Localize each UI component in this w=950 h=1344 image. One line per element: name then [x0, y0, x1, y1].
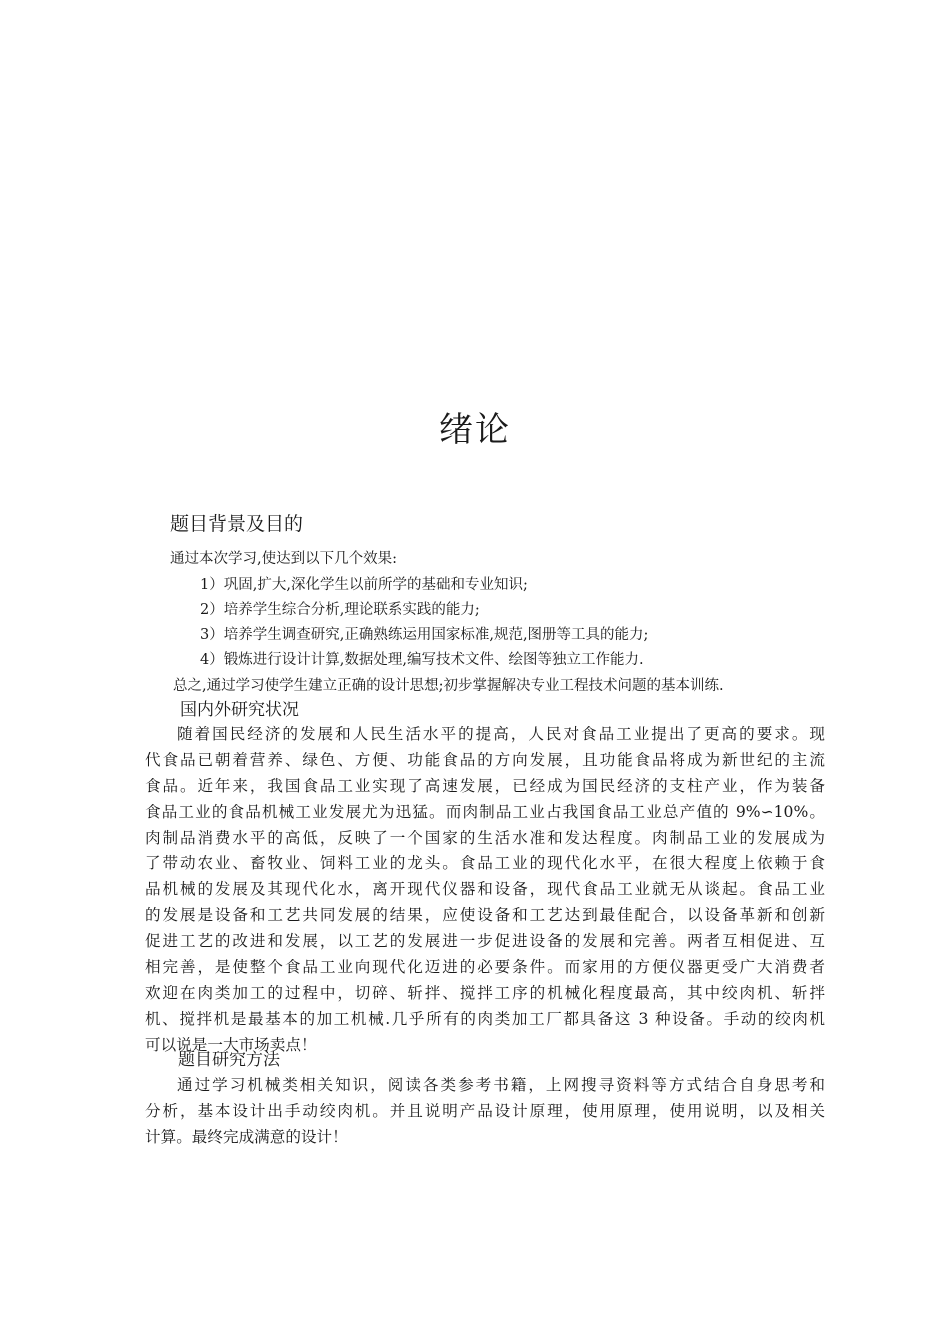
paragraph-line: 了带动农业、畜牧业、饲料工业的龙头。食品工业的现代化水平，在很大程度上依赖于食 [145, 854, 825, 873]
paragraph-line: 品机械的发展及其现代化水，离开现代仪器和设备，现代食品工业就无从谈起。食品工业 [145, 880, 825, 899]
section-heading-background: 题目背景及目的 [170, 513, 304, 535]
background-intro: 通过本次学习,使达到以下几个效果: [170, 551, 397, 567]
section-heading-research: 国内外研究状况 [180, 700, 299, 720]
list-item: 3）培养学生调查研究,正确熟练运用国家标准,规范,图册等工具的能力; [200, 627, 649, 643]
paragraph-line: 相完善，是使整个食品工业向现代化迈进的必要条件。而家用的方便仪器更受广大消费者 [145, 958, 825, 977]
list-item: 4）锻炼进行设计计算,数据处理,编写技术文件、绘图等独立工作能力. [200, 652, 644, 668]
list-item: 2）培养学生综合分析,理论联系实践的能力; [200, 602, 480, 618]
section-heading-method: 题目研究方法 [178, 1050, 280, 1070]
page-title: 绪论 [439, 410, 511, 450]
paragraph-line: 的发展是设备和工艺共同发展的结果，应使设备和工艺达到最佳配合，以设备革新和创新 [145, 906, 825, 925]
paragraph-line: 计算。最终完成满意的设计！ [145, 1127, 348, 1146]
paragraph-line: 随着国民经济的发展和人民生活水平的提高，人民对食品工业提出了更高的要求。现 [177, 725, 825, 743]
paragraph-line: 食品。近年来，我国食品工业实现了高速发展，已经成为国民经济的支柱产业，作为装备 [145, 776, 825, 795]
background-summary: 总之,通过学习使学生建立正确的设计思想;初步掌握解决专业工程技术问题的基本训练. [173, 678, 724, 694]
paragraph-line: 欢迎在肉类加工的过程中，切碎、斩拌、搅拌工序的机械化程度最高，其中绞肉机、斩拌 [145, 983, 825, 1002]
paragraph-line: 分析，基本设计出手动绞肉机。并且说明产品设计原理，使用原理，使用说明，以及相关 [145, 1101, 825, 1120]
method-paragraph [145, 1073, 825, 1151]
paragraph-line: 机、搅拌机是最基本的加工机械.几乎所有的肉类加工厂都具备这 3 种设备。手动的绞肉机 [145, 1009, 825, 1028]
paragraph-line: 代食品已朝着营养、绿色、方便、功能食品的方向发展，且功能食品将成为新世纪的主流 [145, 750, 825, 769]
paragraph-line: 可以说是一大市场卖点！ [145, 1035, 317, 1054]
paragraph-line: 通过学习机械类相关知识，阅读各类参考书籍，上网搜寻资料等方式结合自身思考和 [177, 1076, 825, 1094]
research-paragraph [145, 722, 825, 1059]
list-item: 1）巩固,扩大,深化学生以前所学的基础和专业知识; [200, 577, 528, 593]
paragraph-line: 食品工业的食品机械工业发展尤为迅猛。而肉制品工业占我国食品工业总产值的 9%∽10%。 [145, 802, 825, 821]
paragraph-line: 肉制品消费水平的高低，反映了一个国家的生活水准和发达程度。肉制品工业的发展成为 [145, 828, 825, 847]
paragraph-line: 促进工艺的改进和发展，以工艺的发展进一步促进设备的发展和完善。两者互相促进、互 [145, 932, 825, 951]
